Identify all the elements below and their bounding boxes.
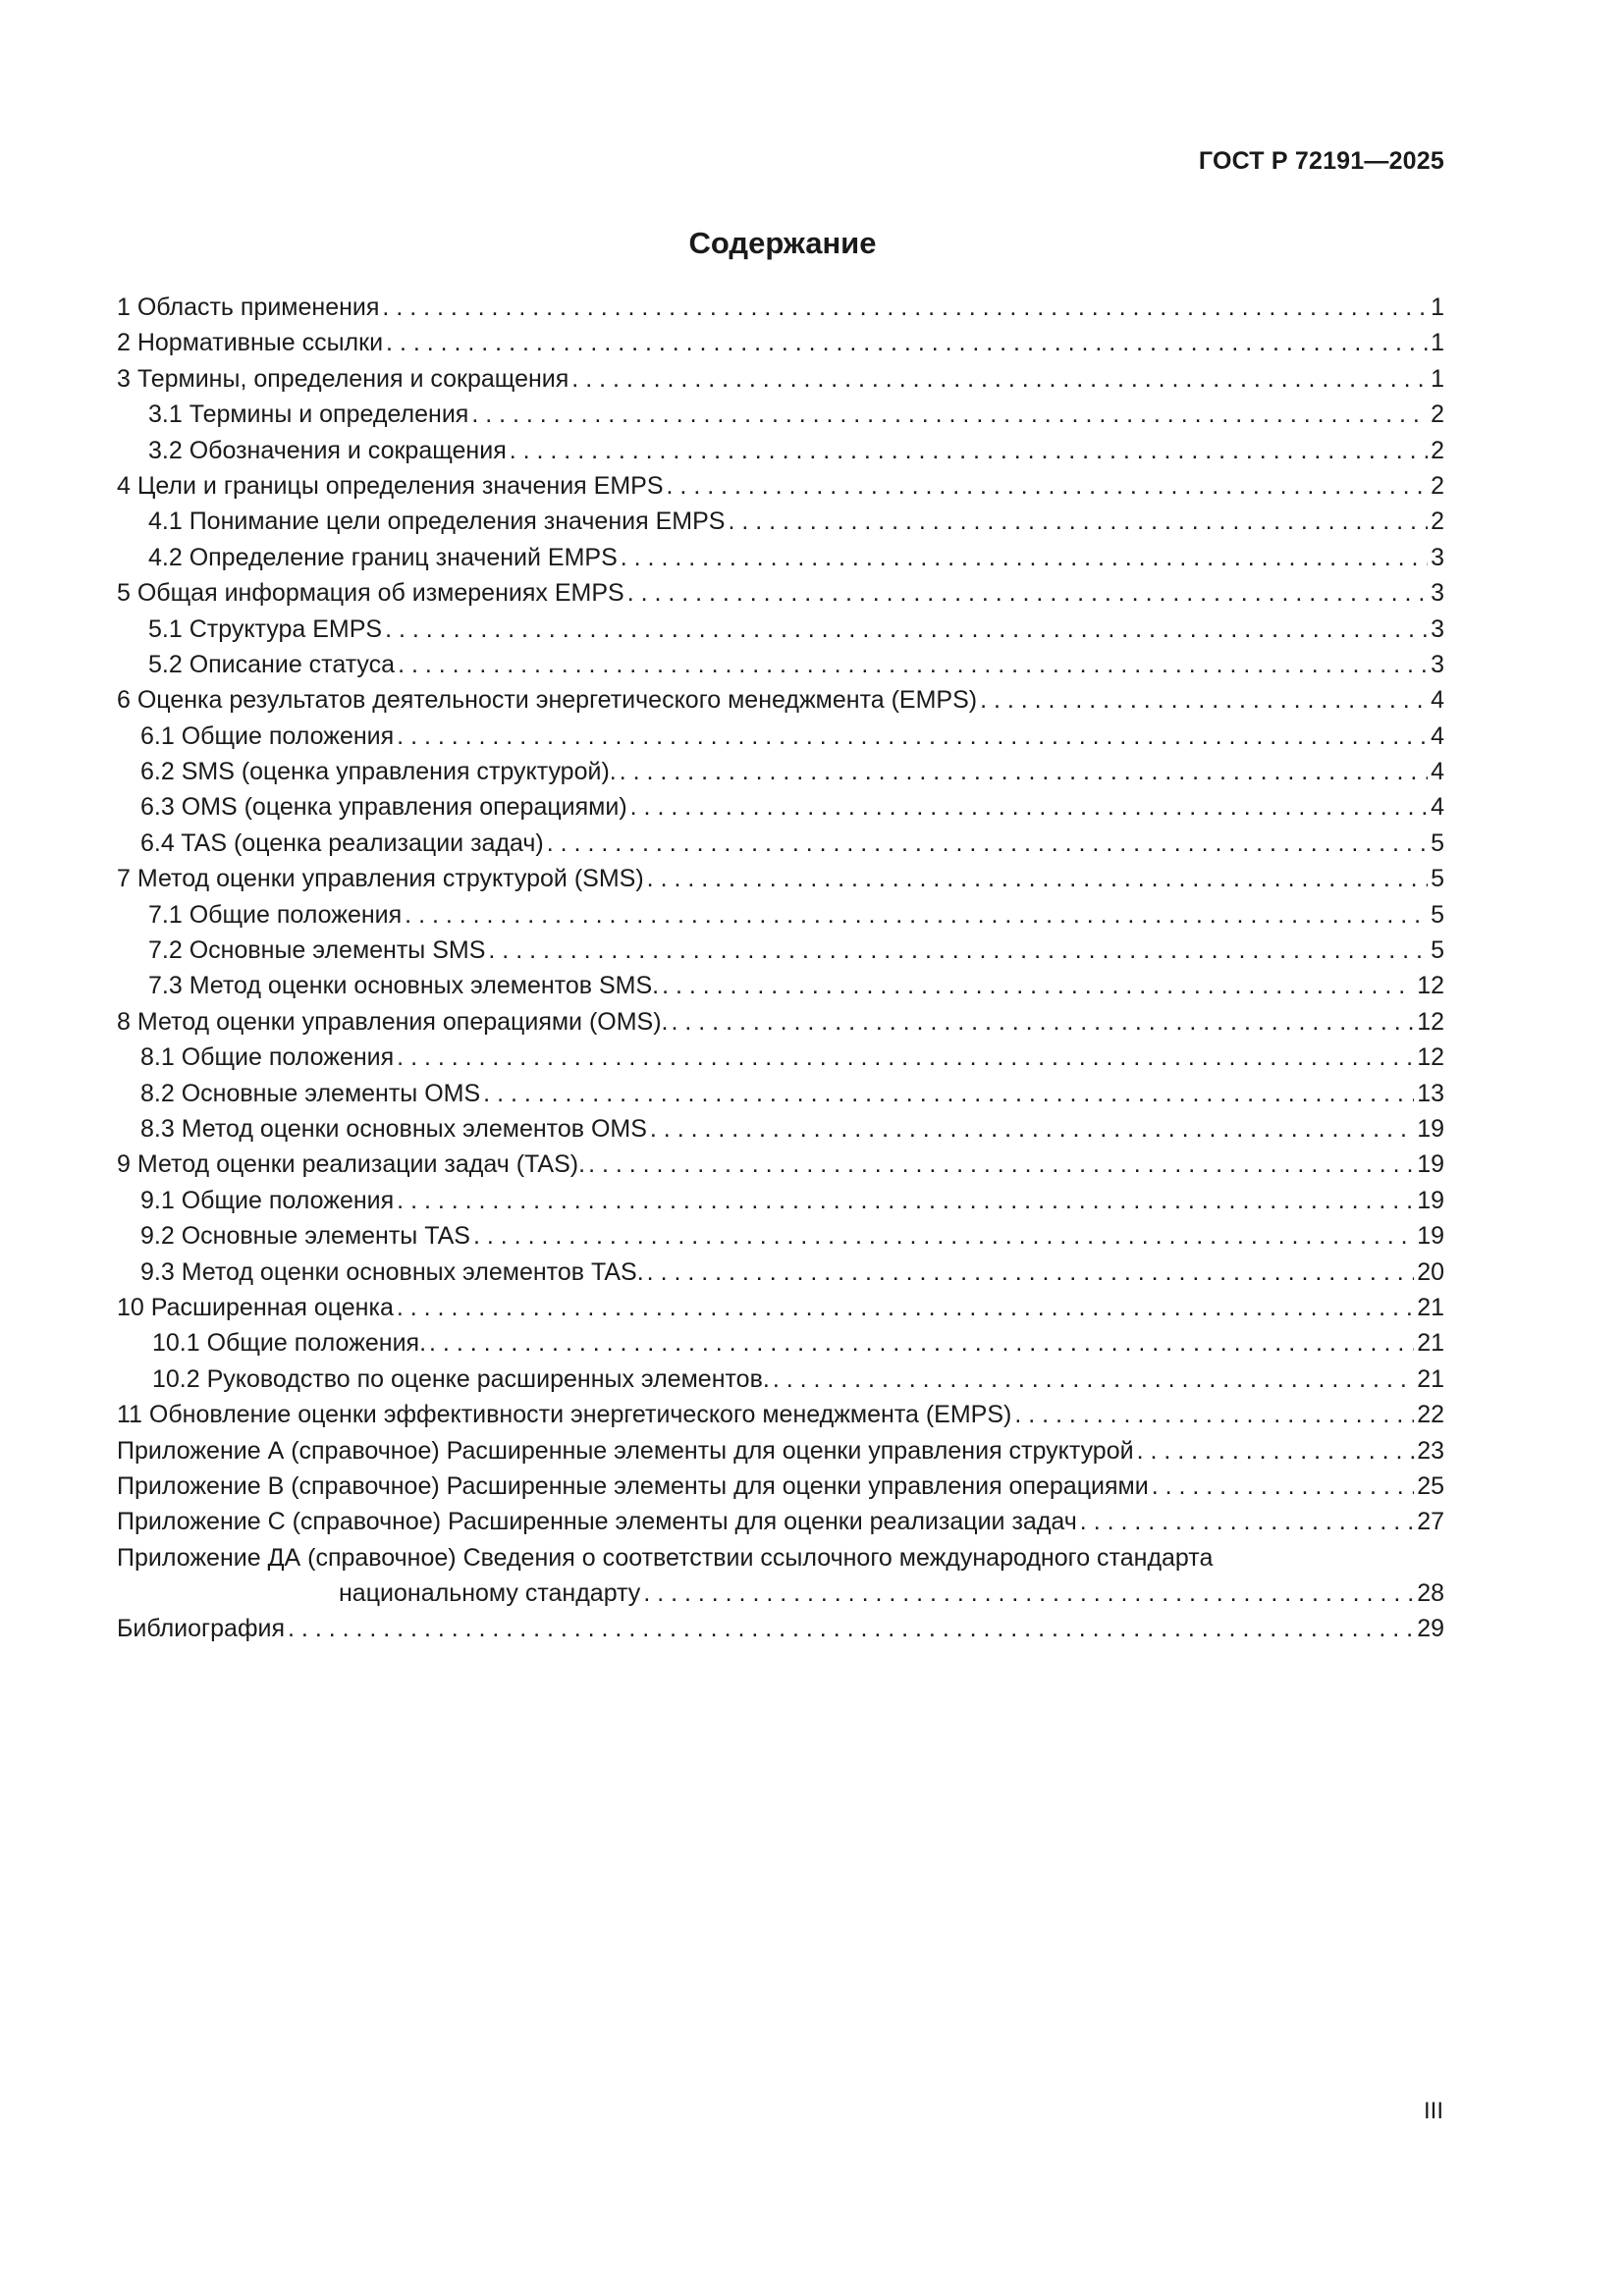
toc-entry[interactable]	[117, 1468, 1444, 1504]
toc-leader-dots	[650, 1111, 1414, 1147]
toc-entry[interactable]	[117, 361, 1444, 397]
toc-entry-label: 3.2 Обозначения и сокращения	[148, 436, 507, 464]
toc-entry-label: 7.2 Основные элементы SMS	[148, 936, 486, 965]
toc-entry-label: 7 Метод оценки управления структурой (SMS)	[117, 865, 644, 893]
toc-entry-page: 28	[1417, 1579, 1444, 1608]
toc-entry-page: 12	[1417, 1043, 1444, 1072]
toc-entry[interactable]	[117, 1218, 1444, 1254]
toc-leader-dots	[571, 361, 1428, 397]
toc-entry-appendix-da[interactable]	[117, 1540, 1444, 1612]
toc-entry[interactable]	[117, 504, 1444, 539]
toc-entry[interactable]	[117, 1255, 1444, 1290]
toc-entry-label: 9.2 Основные элементы TAS	[140, 1222, 470, 1251]
toc-entry-page: 5	[1431, 865, 1444, 893]
toc-entry-page: 19	[1417, 1150, 1444, 1179]
toc-entry[interactable]	[117, 1076, 1444, 1111]
toc-leader-dots	[471, 397, 1428, 432]
toc-entry[interactable]	[117, 1040, 1444, 1075]
toc-entry-page: 19	[1417, 1114, 1444, 1143]
toc-entry-page: 2	[1431, 400, 1444, 429]
toc-entry-label: Библиография	[117, 1615, 286, 1643]
toc-leader-dots	[1014, 1397, 1414, 1432]
page-title: Содержание	[688, 226, 877, 260]
toc-entry-page: 2	[1431, 507, 1444, 536]
toc-entry-page: 27	[1417, 1508, 1444, 1536]
toc-entry[interactable]	[117, 933, 1444, 968]
toc-entry[interactable]	[117, 1397, 1444, 1432]
toc-entry[interactable]	[117, 1147, 1444, 1182]
toc-entry[interactable]	[117, 433, 1444, 468]
toc-entry-label: 10.1 Общие положения.	[152, 1329, 427, 1358]
toc-leader-dots	[647, 1255, 1415, 1290]
toc-entry-label: 6.1 Общие положения	[140, 721, 395, 750]
toc-entry-page: 23	[1417, 1436, 1444, 1465]
toc-leader-dots	[405, 897, 1428, 933]
toc-entry[interactable]	[117, 968, 1444, 1003]
toc-entry[interactable]	[117, 1325, 1444, 1361]
toc-entry-label: 5.2 Описание статуса	[148, 650, 396, 678]
document-code: ГОСТ Р 72191—2025	[1198, 147, 1444, 175]
toc-leader-dots	[398, 647, 1428, 682]
toc-entry-label-line1: Приложение ДА (справочное) Сведения о соответствии ссылочного международного стандарта	[117, 1543, 1214, 1572]
toc-entry-label: 11 Обновление оценки эффективности энергетического менеджмента (EMPS)	[117, 1401, 1012, 1429]
toc-leader-dots	[1137, 1433, 1415, 1468]
toc-leader-dots	[627, 575, 1428, 611]
toc-leader-dots	[429, 1325, 1414, 1361]
toc-list	[117, 290, 1444, 1540]
page-number: III	[1423, 2098, 1443, 2124]
toc-entry-page: 4	[1431, 686, 1444, 715]
toc-entry-label: 6.2 SMS (оценка управления структурой).	[140, 758, 617, 786]
toc-entry[interactable]	[117, 397, 1444, 432]
toc-leader-dots	[643, 1575, 1414, 1611]
toc-leader-dots	[385, 612, 1428, 647]
toc-leader-dots	[588, 1147, 1414, 1182]
toc-entry[interactable]	[117, 789, 1444, 825]
toc-entry-page: 3	[1431, 579, 1444, 608]
toc-entry-page: 19	[1417, 1186, 1444, 1214]
toc-entry[interactable]	[117, 540, 1444, 575]
toc-entry-label: 6.3 OMS (оценка управления операциями)	[140, 793, 627, 822]
toc-entry-label: 5.1 Структура EMPS	[148, 614, 383, 643]
toc-leader-dots	[773, 1362, 1414, 1397]
toc-entry[interactable]	[117, 290, 1444, 325]
toc-entry-page: 3	[1431, 614, 1444, 643]
toc-entry-label: 1 Область применения	[117, 294, 380, 321]
toc-entry-label: Приложение А (справочное) Расширенные элементы для оценки управления структурой	[117, 1436, 1134, 1465]
toc-entry-label: 4.1 Понимание цели определения значения EMPS	[148, 507, 726, 536]
toc-leader-dots	[397, 1290, 1414, 1325]
toc-entry-label: 6.4 TAS (оценка реализации задач)	[140, 828, 544, 857]
toc-leader-dots	[980, 682, 1428, 718]
toc-entry-page: 4	[1431, 793, 1444, 822]
toc-entry[interactable]	[117, 612, 1444, 647]
toc-leader-dots	[488, 933, 1428, 968]
toc-entry[interactable]	[117, 861, 1444, 896]
toc-entry-page: 12	[1417, 1007, 1444, 1036]
toc-leader-dots	[382, 290, 1428, 325]
toc-entry-label: 5 Общая информация об измерениях EMPS	[117, 579, 624, 608]
toc-leader-dots	[547, 826, 1428, 861]
toc-entry[interactable]	[117, 1433, 1444, 1468]
table-of-contents	[117, 290, 1444, 1647]
toc-entry[interactable]	[117, 897, 1444, 933]
toc-entry-page: 3	[1431, 543, 1444, 571]
toc-entry-label: 4 Цели и границы определения значения EMPS	[117, 471, 664, 500]
toc-leader-dots	[510, 433, 1428, 468]
toc-entry-label: 10.2 Руководство по оценке расширенных элементов.	[152, 1364, 770, 1393]
toc-leader-dots	[386, 325, 1428, 360]
toc-entry-label: 7.1 Общие положения	[148, 900, 403, 929]
toc-leader-dots	[1080, 1504, 1414, 1539]
toc-entry-label: 10 Расширенная оценка	[117, 1293, 394, 1321]
toc-entry[interactable]	[117, 1004, 1444, 1040]
toc-entry-label: 8.2 Основные элементы OMS	[140, 1079, 481, 1107]
toc-entry[interactable]	[117, 1183, 1444, 1218]
toc-leader-dots	[620, 754, 1428, 789]
toc-entry-label: 3 Термины, определения и сокращения	[117, 364, 569, 393]
toc-entry-label: 7.3 Метод оценки основных элементов SMS.	[148, 972, 660, 1000]
toc-entry-page: 5	[1431, 900, 1444, 929]
toc-entry-bibliography[interactable]	[117, 1611, 1444, 1646]
toc-entry-label: 9.1 Общие положения	[140, 1186, 395, 1214]
toc-entry-page: 2	[1431, 436, 1444, 464]
toc-entry-page: 3	[1431, 650, 1444, 678]
toc-entry-page: 1	[1431, 364, 1444, 393]
toc-entry-page: 1	[1431, 329, 1444, 357]
toc-entry[interactable]	[117, 826, 1444, 861]
toc-entry-page: 21	[1417, 1329, 1444, 1358]
toc-entry-page: 5	[1431, 936, 1444, 965]
toc-entry-label: 6 Оценка результатов деятельности энергетического менеджмента (EMPS)	[117, 686, 978, 715]
toc-leader-dots	[630, 789, 1428, 825]
toc-leader-dots	[728, 504, 1428, 539]
toc-entry-page: 5	[1431, 828, 1444, 857]
toc-entry[interactable]	[117, 682, 1444, 718]
toc-entry-label: 4.2 Определение границ значений EMPS	[148, 543, 618, 571]
toc-entry[interactable]	[117, 647, 1444, 682]
toc-entry-page: 21	[1417, 1364, 1444, 1393]
toc-entry-label-line2: национальному стандарту	[339, 1579, 641, 1608]
toc-entry-label: Приложение С (справочное) Расширенные элементы для оценки реализации задач	[117, 1508, 1077, 1536]
toc-entry[interactable]	[117, 1362, 1444, 1397]
toc-entry-label: 8 Метод оценки управления операциями (OMS).	[117, 1007, 669, 1036]
toc-entry-page: 21	[1417, 1293, 1444, 1321]
toc-leader-dots	[288, 1611, 1414, 1646]
toc-entry[interactable]	[117, 719, 1444, 754]
toc-leader-dots	[397, 1183, 1414, 1218]
toc-entry-page: 22	[1417, 1401, 1444, 1429]
toc-entry-label: 2 Нормативные ссылки	[117, 329, 384, 357]
toc-leader-dots	[662, 968, 1414, 1003]
toc-entry-page: 2	[1431, 471, 1444, 500]
toc-entry-page: 1	[1431, 294, 1444, 321]
toc-entry-page: 4	[1431, 758, 1444, 786]
toc-entry-label: 9.3 Метод оценки основных элементов TAS.	[140, 1257, 644, 1286]
toc-entry[interactable]	[117, 468, 1444, 504]
toc-leader-dots	[672, 1004, 1415, 1040]
toc-entry-page: 4	[1431, 721, 1444, 750]
toc-entry[interactable]	[117, 754, 1444, 789]
toc-entry-page: 20	[1417, 1257, 1444, 1286]
toc-entry[interactable]	[117, 325, 1444, 360]
toc-entry-page: 25	[1417, 1471, 1444, 1500]
toc-entry-label: 9 Метод оценки реализации задач (TAS).	[117, 1150, 586, 1179]
toc-leader-dots	[483, 1076, 1414, 1111]
toc-entry-label: 3.1 Термины и определения	[148, 400, 469, 429]
toc-entry[interactable]	[117, 1504, 1444, 1539]
toc-entry-label: Приложение В (справочное) Расширенные элементы для оценки управления операциями	[117, 1471, 1149, 1500]
toc-entry-label: 8.1 Общие положения	[140, 1043, 395, 1072]
toc-entry[interactable]	[117, 1111, 1444, 1147]
toc-entry[interactable]	[117, 1290, 1444, 1325]
toc-entry-label: 8.3 Метод оценки основных элементов OMS	[140, 1114, 647, 1143]
toc-leader-dots	[1152, 1468, 1415, 1504]
toc-entry-page: 19	[1417, 1222, 1444, 1251]
toc-leader-dots	[473, 1218, 1414, 1254]
toc-leader-dots	[621, 540, 1428, 575]
toc-leader-dots	[667, 468, 1429, 504]
toc-leader-dots	[647, 861, 1428, 896]
toc-leader-dots	[397, 1040, 1414, 1075]
toc-entry-page: 29	[1417, 1615, 1444, 1643]
toc-entry-page: 13	[1417, 1079, 1444, 1107]
toc-entry[interactable]	[117, 575, 1444, 611]
toc-leader-dots	[397, 719, 1428, 754]
toc-entry-page: 12	[1417, 972, 1444, 1000]
